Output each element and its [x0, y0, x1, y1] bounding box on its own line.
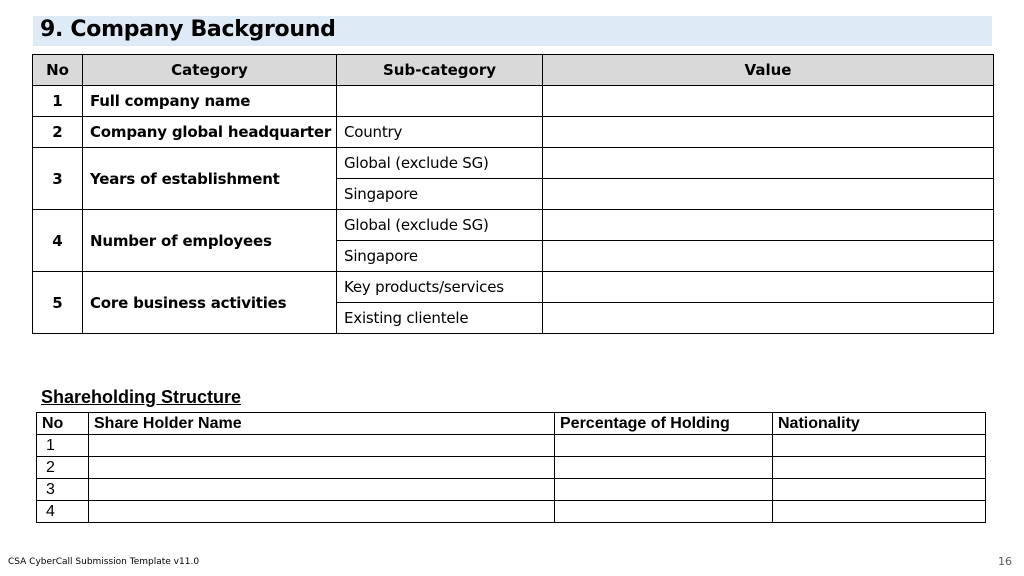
percentage-cell[interactable] — [555, 457, 773, 479]
row-no: 1 — [33, 86, 83, 117]
shareholder-name-cell[interactable] — [89, 501, 555, 523]
table-row — [33, 86, 994, 117]
value-cell[interactable] — [543, 303, 994, 334]
header-no: No — [33, 55, 83, 86]
row-category: Core business activities — [83, 272, 337, 334]
row-subcategory: Global (exclude SG) — [337, 210, 543, 241]
row-no: 1 — [37, 435, 89, 457]
value-cell[interactable] — [543, 210, 994, 241]
header-row — [33, 55, 994, 86]
table-row — [37, 457, 986, 479]
header-value: Value — [543, 55, 994, 86]
value-cell[interactable] — [543, 241, 994, 272]
table-row — [37, 479, 986, 501]
table-row — [33, 148, 994, 179]
page-title: 9. Company Background — [40, 17, 336, 42]
percentage-cell[interactable] — [555, 501, 773, 523]
shareholder-name-cell[interactable] — [89, 435, 555, 457]
row-no: 3 — [37, 479, 89, 501]
page-number: 16 — [998, 555, 1012, 568]
row-subcategory: Singapore — [337, 179, 543, 210]
header-category: Category — [83, 55, 337, 86]
header-no: No — [37, 413, 89, 435]
row-subcategory — [337, 86, 543, 117]
header-nationality: Nationality — [773, 413, 986, 435]
row-no: 3 — [33, 148, 83, 210]
value-cell[interactable] — [543, 179, 994, 210]
nationality-cell[interactable] — [773, 479, 986, 501]
nationality-cell[interactable] — [773, 435, 986, 457]
footer-template-name: CSA CyberCall Submission Template v11.0 — [8, 557, 200, 567]
row-no: 2 — [37, 457, 89, 479]
title-bar — [33, 16, 992, 46]
table-row — [33, 272, 994, 303]
nationality-cell[interactable] — [773, 501, 986, 523]
value-cell[interactable] — [543, 148, 994, 179]
value-cell[interactable] — [543, 272, 994, 303]
shareholder-name-cell[interactable] — [89, 479, 555, 501]
header-subcategory: Sub-category — [337, 55, 543, 86]
row-no: 4 — [37, 501, 89, 523]
table-row — [33, 210, 994, 241]
shareholding-table — [36, 412, 986, 523]
table-row — [37, 435, 986, 457]
row-no: 5 — [33, 272, 83, 334]
row-subcategory: Global (exclude SG) — [337, 148, 543, 179]
row-category: Full company name — [83, 86, 337, 117]
value-cell[interactable] — [543, 86, 994, 117]
value-cell[interactable] — [543, 117, 994, 148]
row-category: Number of employees — [83, 210, 337, 272]
header-percentage: Percentage of Holding — [555, 413, 773, 435]
row-subcategory: Country — [337, 117, 543, 148]
row-category: Years of establishment — [83, 148, 337, 210]
percentage-cell[interactable] — [555, 435, 773, 457]
header-shareholder-name: Share Holder Name — [89, 413, 555, 435]
table-row — [37, 501, 986, 523]
shareholder-name-cell[interactable] — [89, 457, 555, 479]
row-subcategory: Singapore — [337, 241, 543, 272]
row-subcategory: Existing clientele — [337, 303, 543, 334]
percentage-cell[interactable] — [555, 479, 773, 501]
table-row — [33, 117, 994, 148]
row-no: 4 — [33, 210, 83, 272]
nationality-cell[interactable] — [773, 457, 986, 479]
company-background-table — [32, 54, 994, 334]
header-row — [37, 413, 986, 435]
shareholding-title: Shareholding Structure — [41, 387, 242, 407]
row-no: 2 — [33, 117, 83, 148]
row-subcategory: Key products/services — [337, 272, 543, 303]
row-category: Company global headquarter — [83, 117, 337, 148]
